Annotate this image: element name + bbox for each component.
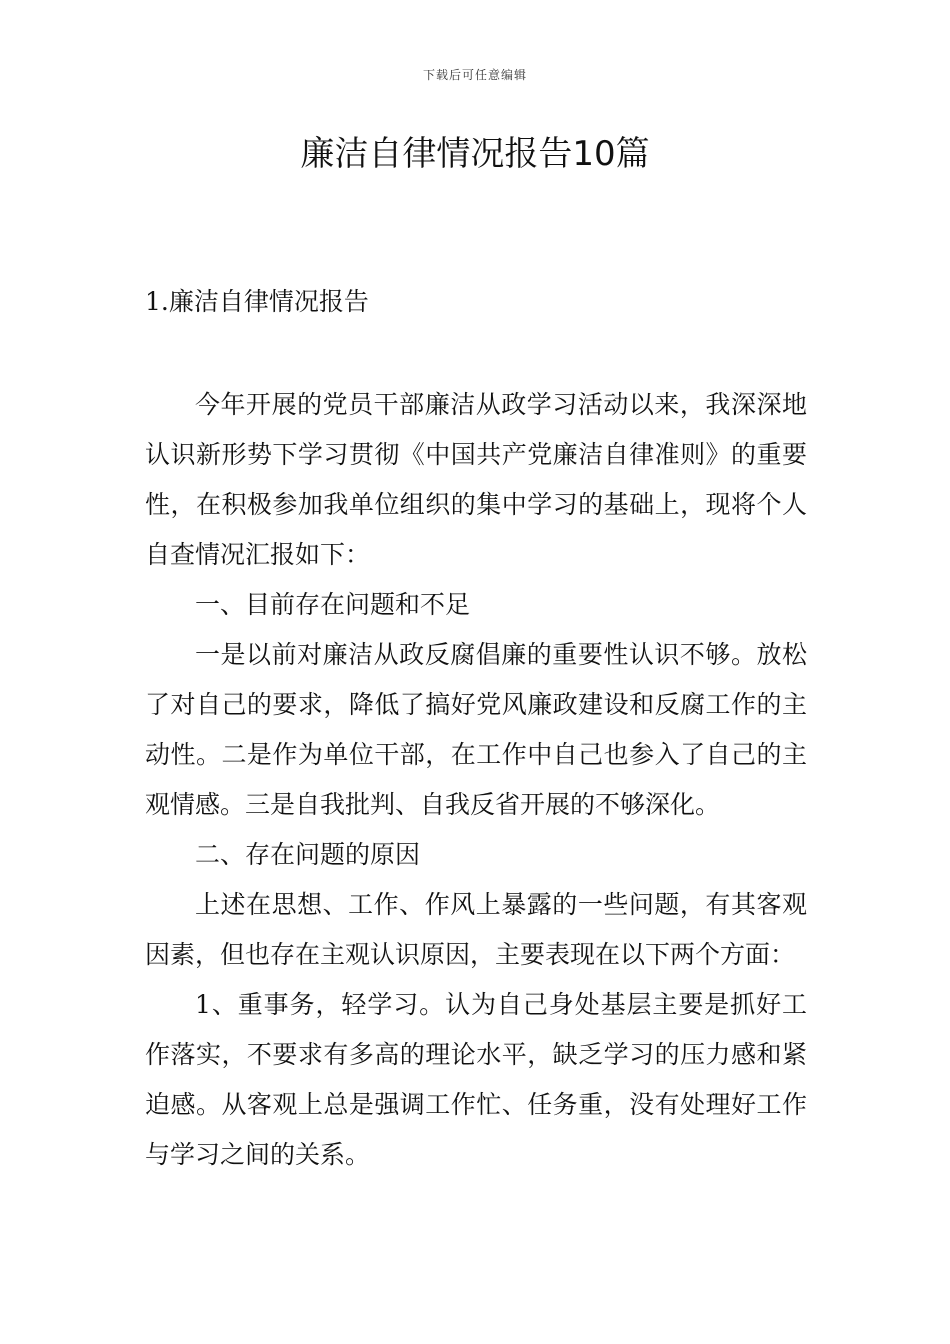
paragraph-heading-problems: 一、目前存在问题和不足 (195, 590, 471, 619)
paragraph-heading-causes: 二、存在问题的原因 (195, 840, 421, 869)
paragraph-cause-one: 1、重事务，轻学习。认为自己身处基层主要是抓好工作落实，不要求有多高的理论水平，缺乏学习的压力感和紧迫感。从客观上总是强调工作忙、任务重，没有处理好工作与学习之间的关系。 (145, 990, 807, 1169)
paragraph-causes: 上述在思想、工作、作风上暴露的一些问题，有其客观因素，但也存在主观认识原因，主要表现在以下两个方面： (145, 890, 807, 969)
document-body (145, 380, 807, 1180)
section-heading: 1.廉洁自律情况报告 (145, 287, 369, 316)
document-title: 廉洁自律情况报告10篇 (300, 134, 650, 174)
paragraph-intro: 今年开展的党员干部廉洁从政学习活动以来，我深深地认识新形势下学习贯彻《中国共产党廉洁自律准则》的重要性，在积极参加我单位组织的集中学习的基础上，现将个人自查情况汇报如下： (145, 390, 807, 569)
paragraph-problems: 一是以前对廉洁从政反腐倡廉的重要性认识不够。放松了对自己的要求，降低了搞好党风廉政建设和反腐工作的主动性。二是作为单位干部，在工作中自己也参入了自己的主观情感。三是自我批判、自我反省开展的不够深化。 (145, 640, 807, 819)
header-note: 下载后可任意编辑 (422, 68, 527, 82)
